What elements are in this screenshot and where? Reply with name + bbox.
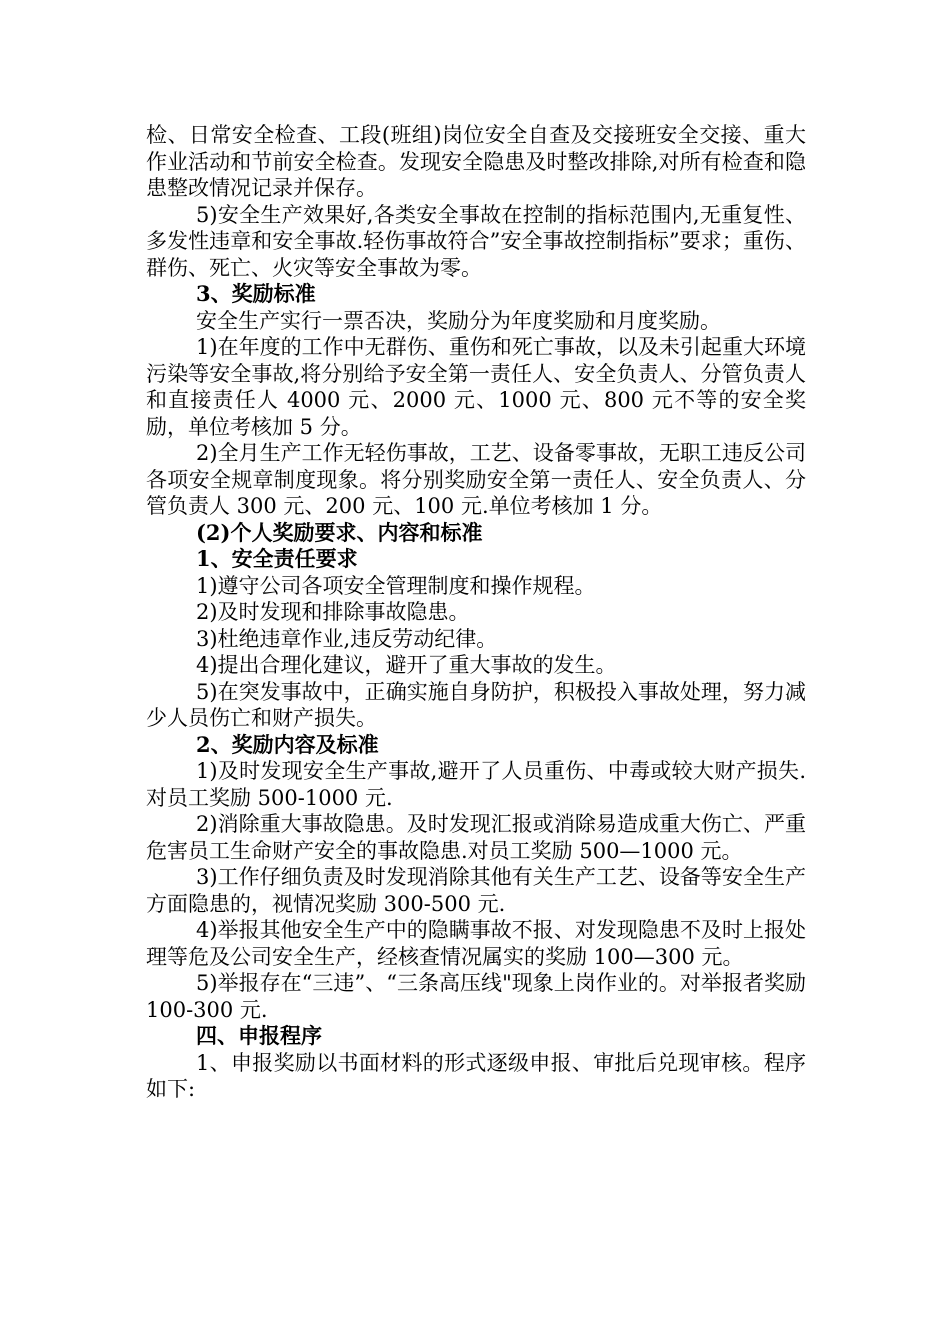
list-item-reward-5: 5)举报存在“三违”、“三条高压线"现象上岗作业的。对举报者奖励 100-300 元. bbox=[146, 971, 813, 1022]
paragraph-monthly-reward: 2)全月生产工作无轻伤事故，工艺、设备零事故，无职工违反公司各项安全规章制度现象。将分别奖励安全第一责任人、安全负责人、分管负责人 300 元、200 元、100 元.单位考核加 1 分。 bbox=[146, 441, 806, 518]
list-item-responsibility-4: 4)提出合理化建议，避开了重大事故的发生。 bbox=[196, 653, 617, 677]
heading-safety-responsibility: 1、安全责任要求 bbox=[196, 546, 358, 571]
list-item-reward-2: 2)消除重大事故隐患。及时发现汇报或消除易造成重大伤亡、严重危害员工生命财产安全的事故隐患.对员工奖励 500—1000 元。 bbox=[146, 812, 806, 863]
list-item-responsibility-1: 1)遵守公司各项安全管理制度和操作规程。 bbox=[196, 573, 596, 598]
paragraph-item-5-safety-result: 5)安全生产效果好,各类安全事故在控制的指标范围内,无重复性、多发性违章和安全事故.轻伤事故符合”安全事故控制指标”要求；重伤、群伤、死亡、火灾等安全事故为零。 bbox=[146, 202, 806, 280]
heading-personal-reward: (2)个人奖励要求、内容和标准 bbox=[196, 519, 483, 545]
list-item-reward-3: 3)工作仔细负责及时发现消除其他有关生产工艺、设备等安全生产方面隐患的，视情况奖励 300-500 元. bbox=[146, 865, 806, 916]
document-page bbox=[146, 122, 813, 1103]
list-item-reward-1: 1)及时发现安全生产事故,避开了人员重伤、中毒或较大财产损失.对员工奖励 500-1000 元. bbox=[146, 759, 806, 810]
paragraph-annual-reward: 1)在年度的工作中无群伤、重伤和死亡事故，以及未引起重大环境污染等安全事故,将分别给予安全第一责任人、安全负责人、分管负责人和直接责任人 4000 元、2000 元、1000 元、800 元不等的安全奖励，单位考核加 5 分。 bbox=[146, 335, 806, 439]
heading-reward-content: 2、奖励内容及标准 bbox=[196, 731, 379, 757]
heading-reward-standard: 3、奖励标准 bbox=[196, 281, 316, 306]
list-item-responsibility-5: 5)在突发事故中，正确实施自身防护，积极投入事故处理，努力减少人员伤亡和财产损失。 bbox=[146, 679, 806, 730]
paragraph-inspection-continued: 检、日常安全检查、工段(班组)岗位安全自查及交接班安全交接、重大作业活动和节前安全检查。发现安全隐患及时整改排除,对所有检查和隐患整改情况记录并保存。 bbox=[146, 123, 806, 200]
paragraph-one-vote-veto: 安全生产实行一票否决，奖励分为年度奖励和月度奖励。 bbox=[196, 308, 721, 333]
list-item-responsibility-3: 3)杜绝违章作业,违反劳动纪律。 bbox=[196, 626, 498, 651]
paragraph-application-step-1: 1、申报奖励以书面材料的形式逐级申报、审批后兑现审核。程序如下: bbox=[146, 1050, 806, 1101]
heading-application-procedure: 四、申报程序 bbox=[196, 1023, 322, 1048]
list-item-reward-4: 4)举报其他安全生产中的隐瞒事故不报、对发现隐患不及时上报处理等危及公司安全生产，经核查情况属实的奖励 100—300 元。 bbox=[146, 918, 806, 969]
list-item-responsibility-2: 2)及时发现和排除事故隐患。 bbox=[196, 600, 470, 624]
